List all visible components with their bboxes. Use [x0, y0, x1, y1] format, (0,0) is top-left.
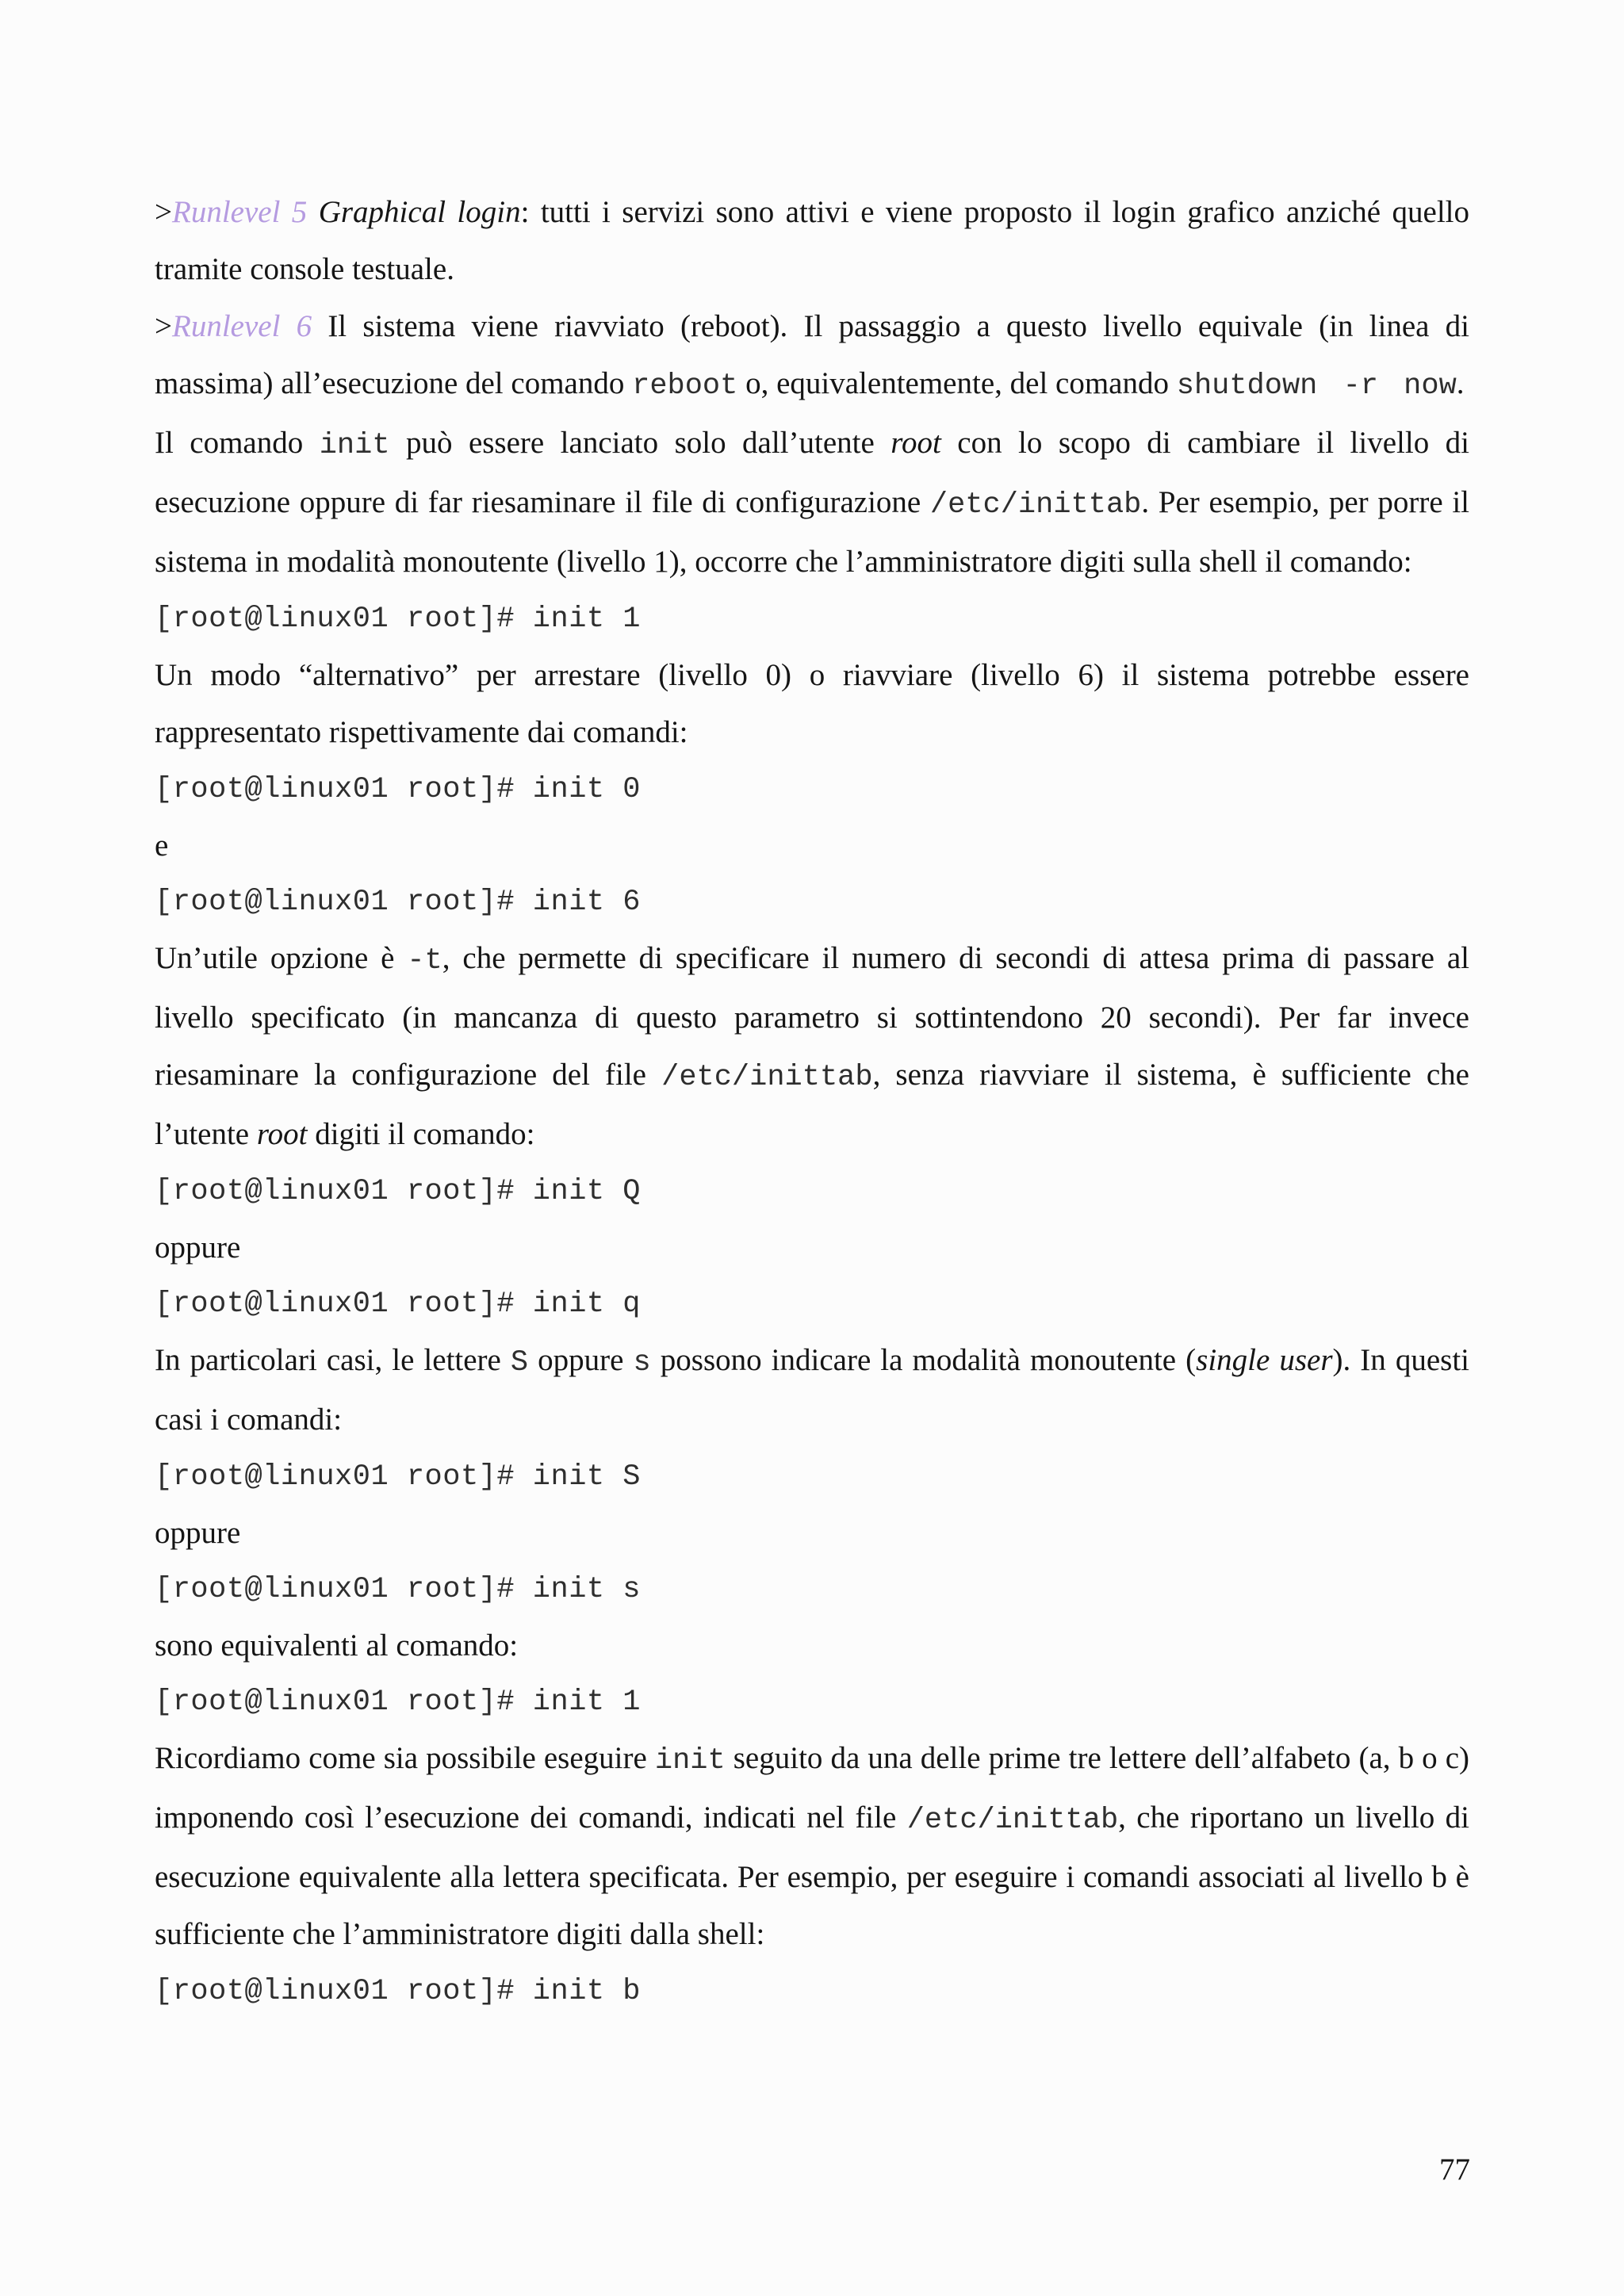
- paragraph-init-command: [155, 415, 1469, 591]
- command-line: [155, 1448, 1469, 1505]
- inline-code: /etc/inittab: [906, 1804, 1119, 1837]
- paragraph-text: ). In questi casi i comandi:: [155, 1343, 1469, 1437]
- command-line: [155, 1963, 1469, 2019]
- shell-command: init 1: [532, 1686, 642, 1719]
- shell-command: init 0: [532, 773, 642, 806]
- paragraph-text: Un’utile opzione è: [155, 941, 408, 975]
- paragraph-single-user: [155, 1332, 1469, 1448]
- inline-code: init: [654, 1744, 726, 1777]
- shell-command: init q: [532, 1288, 642, 1321]
- page-number: 77: [1439, 2152, 1470, 2187]
- connector-text: oppure: [155, 1230, 241, 1265]
- paragraph-text: , che permette di specificare il numero di secondi di attesa prima di passare al livello specificato (in mancanza di questo parametro si sottintendono 20 secondi). Per far invece riesaminare la configurazione del file: [155, 941, 1470, 1092]
- paragraph-text: oppure: [528, 1343, 634, 1377]
- runlevel-label: Runlevel 6: [172, 309, 312, 343]
- inline-code: reboot: [632, 369, 738, 403]
- shell-command: init b: [532, 1975, 642, 2008]
- connector-text: e: [155, 828, 169, 863]
- bullet-marker: >: [155, 309, 172, 343]
- paragraph-text: Il comando: [155, 426, 320, 460]
- paragraph-text: Ricordiamo come sia possibile eseguire: [155, 1741, 655, 1775]
- paragraph-text: digiti il comando:: [307, 1117, 535, 1151]
- italic-term: root: [891, 426, 941, 460]
- shell-prompt: [root@linux01 root]#: [155, 603, 533, 636]
- italic-term: root: [256, 1117, 308, 1151]
- paragraph-runlevel-6: [155, 298, 1469, 415]
- shell-prompt: [root@linux01 root]#: [155, 1460, 533, 1494]
- inline-code: S: [510, 1346, 529, 1380]
- command-line: [155, 874, 1469, 930]
- command-line: [155, 761, 1469, 817]
- paragraph-text: : tutti i servizi sono attivi e viene proposto il login grafico anziché quello tramite console testuale.: [155, 195, 1469, 286]
- paragraph-text: , che riportano un livello di esecuzione equivalente alla lettera specificata. Per esempio, per eseguire i comandi associati al livello b è sufficiente che l’amministratore digiti dalla shell:: [155, 1800, 1469, 1951]
- paragraph-init-letters: [155, 1730, 1469, 1963]
- paragraph-text: con lo scopo di cambiare il livello di esecuzione oppure di far riesaminare il file di configurazione: [155, 426, 1470, 519]
- command-line: [155, 1163, 1469, 1219]
- shell-command: init s: [532, 1573, 642, 1606]
- shell-command: init Q: [532, 1175, 642, 1208]
- inline-code: /etc/inittab: [929, 488, 1142, 522]
- bullet-marker: >: [155, 195, 172, 229]
- paragraph-text: . Per esempio, per porre il sistema in modalità monoutente (livello 1), occorre che l’amministratore digiti sulla shell il comando:: [155, 485, 1469, 579]
- paragraph-text: seguito da una delle prime tre lettere dell’alfabeto (a, b o c) imponendo così l’esecuzione dei comandi, indicati nel file: [155, 1741, 1469, 1835]
- inline-code: -t: [407, 944, 442, 978]
- runlevel-title: Graphical login: [318, 195, 521, 229]
- shell-prompt: [root@linux01 root]#: [155, 1975, 533, 2008]
- inline-code: s: [633, 1346, 651, 1380]
- paragraph-option-t: [155, 930, 1469, 1163]
- shell-prompt: [root@linux01 root]#: [155, 1686, 533, 1719]
- shell-prompt: [root@linux01 root]#: [155, 773, 533, 806]
- inline-code: shutdown -r now: [1176, 369, 1457, 403]
- connector-text: sono equivalenti al comando:: [155, 1628, 519, 1663]
- paragraph-text: In particolari casi, le lettere: [155, 1343, 511, 1377]
- paragraph-text: o, equivalentemente, del comando: [737, 366, 1177, 400]
- shell-command: init 6: [532, 886, 642, 919]
- paragraph-text: può essere lanciato solo dall’utente: [389, 426, 891, 460]
- command-line: [155, 1561, 1469, 1617]
- paragraph-alternative: Un modo “alternativo” per arrestare (livello 0) o riavviare (livello 6) il sistema potrebbe essere rappresentato rispettivamente dai comandi:: [155, 658, 1469, 749]
- paragraph-text: , senza riavviare il sistema, è sufficiente che l’utente: [155, 1058, 1469, 1151]
- shell-prompt: [root@linux01 root]#: [155, 1573, 533, 1606]
- page-body: [155, 184, 1469, 2019]
- inline-code: /etc/inittab: [661, 1061, 873, 1094]
- runlevel-label: Runlevel 5: [172, 195, 308, 229]
- command-line: [155, 1674, 1469, 1730]
- inline-code: init: [319, 429, 390, 462]
- paragraph-text: .: [1456, 366, 1465, 400]
- shell-prompt: [root@linux01 root]#: [155, 886, 533, 919]
- paragraph-text: possono indicare la modalità monoutente (: [650, 1343, 1197, 1377]
- shell-command: init S: [532, 1460, 642, 1494]
- command-line: [155, 1276, 1469, 1332]
- connector-text: oppure: [155, 1516, 241, 1550]
- paragraph-runlevel-5: [155, 184, 1469, 298]
- shell-prompt: [root@linux01 root]#: [155, 1288, 533, 1321]
- shell-prompt: [root@linux01 root]#: [155, 1175, 533, 1208]
- italic-term: single user: [1196, 1343, 1333, 1377]
- command-line: [155, 591, 1469, 647]
- shell-command: init 1: [532, 603, 642, 636]
- paragraph-text: Il sistema viene riavviato (reboot). Il passaggio a questo livello equivale (in linea di massima) all’esecuzione del comando: [155, 309, 1469, 400]
